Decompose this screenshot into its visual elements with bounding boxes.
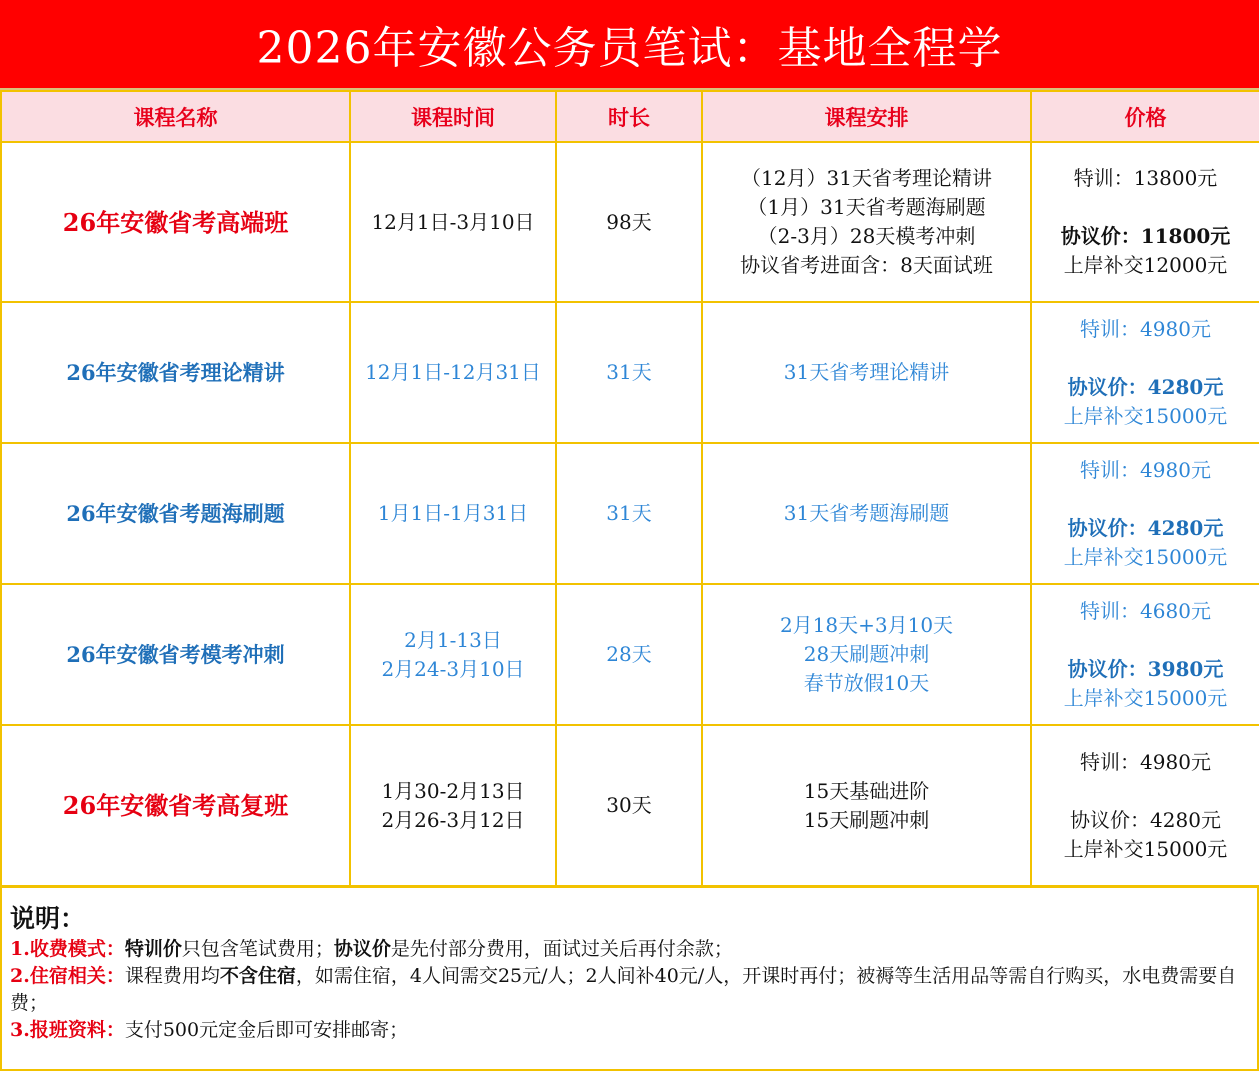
table-row <box>1 302 1259 443</box>
notes-heading: 说明： <box>10 904 86 933</box>
course-duration: 31天 <box>556 443 702 584</box>
schedule-line: 15天基础进阶 <box>803 778 930 803</box>
special-price: 特训：4980元 <box>1080 457 1211 482</box>
course-time: 1月1日-1月31日 <box>350 443 556 584</box>
course-name: 26年安徽省考模考冲刺 <box>1 584 350 725</box>
schedule-line: （1月）31天省考题海刷题 <box>747 195 986 219</box>
agreement-price: 协议价：4280元 <box>1067 515 1224 540</box>
course-schedule <box>702 725 1031 886</box>
table-header-row <box>1 91 1259 142</box>
notes-section <box>0 886 1259 1071</box>
course-name: 26年安徽省考理论精讲 <box>1 302 350 443</box>
course-name: 26年安徽省考高复班 <box>1 725 350 886</box>
pass-fee: 上岸补交12000元 <box>1063 253 1228 277</box>
agreement-price: 协议价：4280元 <box>1067 374 1224 399</box>
table-row <box>1 584 1259 725</box>
agreement-price: 协议价：3980元 <box>1067 656 1224 681</box>
header-schedule: 课程安排 <box>702 91 1031 142</box>
special-price: 特训：4980元 <box>1080 316 1211 341</box>
table-row <box>1 443 1259 584</box>
agreement-price: 协议价：4280元 <box>1070 807 1221 832</box>
note-label: 2.住宿相关： <box>10 965 125 987</box>
schedule-line: 协议省考进面含：8天面试班 <box>740 253 993 277</box>
course-duration: 28天 <box>556 584 702 725</box>
page-title: 2026年安徽公务员笔试：基地全程学 <box>0 0 1259 90</box>
pass-fee: 上岸补交15000元 <box>1063 403 1228 428</box>
course-schedule <box>702 142 1031 302</box>
schedule-line: 31天省考理论精讲 <box>783 360 950 384</box>
note-label: 3.报班资料： <box>10 1019 125 1041</box>
note-label: 1.收费模式： <box>10 938 125 960</box>
schedule-line: （2-3月）28天模考冲刺 <box>757 224 976 248</box>
course-time: 12月1日-3月10日 <box>350 142 556 302</box>
schedule-line: 2月18天+3月10天 <box>779 613 954 637</box>
header-course-time: 课程时间 <box>350 91 556 142</box>
note-item-fee-mode: 1.收费模式：特训价只包含笔试费用；协议价是先付部分费用，面试过关后再付余款； <box>10 938 733 960</box>
course-duration: 31天 <box>556 302 702 443</box>
header-course-name: 课程名称 <box>1 91 350 142</box>
special-price: 特训：13800元 <box>1073 166 1218 190</box>
schedule-line: 春节放假10天 <box>803 671 930 695</box>
course-name: 26年安徽省考高端班 <box>1 142 350 302</box>
schedule-line: 31天省考题海刷题 <box>783 501 950 525</box>
course-price <box>1031 584 1259 725</box>
special-price: 特训：4680元 <box>1080 598 1211 623</box>
course-price <box>1031 443 1259 584</box>
course-duration: 30天 <box>556 725 702 886</box>
course-price <box>1031 302 1259 443</box>
course-schedule <box>702 302 1031 443</box>
header-duration: 时长 <box>556 91 702 142</box>
course-name: 26年安徽省考题海刷题 <box>1 443 350 584</box>
schedule-line: 15天刷题冲刺 <box>803 807 930 832</box>
course-schedule <box>702 584 1031 725</box>
course-price <box>1031 725 1259 886</box>
course-time: 12月1日-12月31日 <box>350 302 556 443</box>
pass-fee: 上岸补交15000元 <box>1063 685 1228 710</box>
note-item-materials: 3.报班资料：支付500元定金后即可安排邮寄； <box>10 1019 409 1041</box>
table-row <box>1 725 1259 886</box>
course-time: 1月30-2月13日 2月26-3月12日 <box>350 725 556 886</box>
note-item-accommodation: 2.住宿相关：课程费用均不含住宿，如需住宿，4人间需交25元/人；2人间补40元/人，开课时再付；被褥等生活用品等需自行购买，水电费需要自费； <box>10 965 1237 1014</box>
course-table <box>0 90 1259 887</box>
course-time: 2月1-13日 2月24-3月10日 <box>350 584 556 725</box>
schedule-line: 28天刷题冲刺 <box>803 642 930 666</box>
course-price <box>1031 142 1259 302</box>
schedule-line: （12月）31天省考理论精讲 <box>741 166 992 190</box>
pass-fee: 上岸补交15000元 <box>1063 544 1228 569</box>
table-row <box>1 142 1259 302</box>
agreement-price: 协议价：11800元 <box>1060 224 1231 248</box>
course-schedule <box>702 443 1031 584</box>
course-duration: 98天 <box>556 142 702 302</box>
pass-fee: 上岸补交15000元 <box>1063 836 1228 861</box>
special-price: 特训：4980元 <box>1080 749 1211 774</box>
header-price: 价格 <box>1031 91 1259 142</box>
